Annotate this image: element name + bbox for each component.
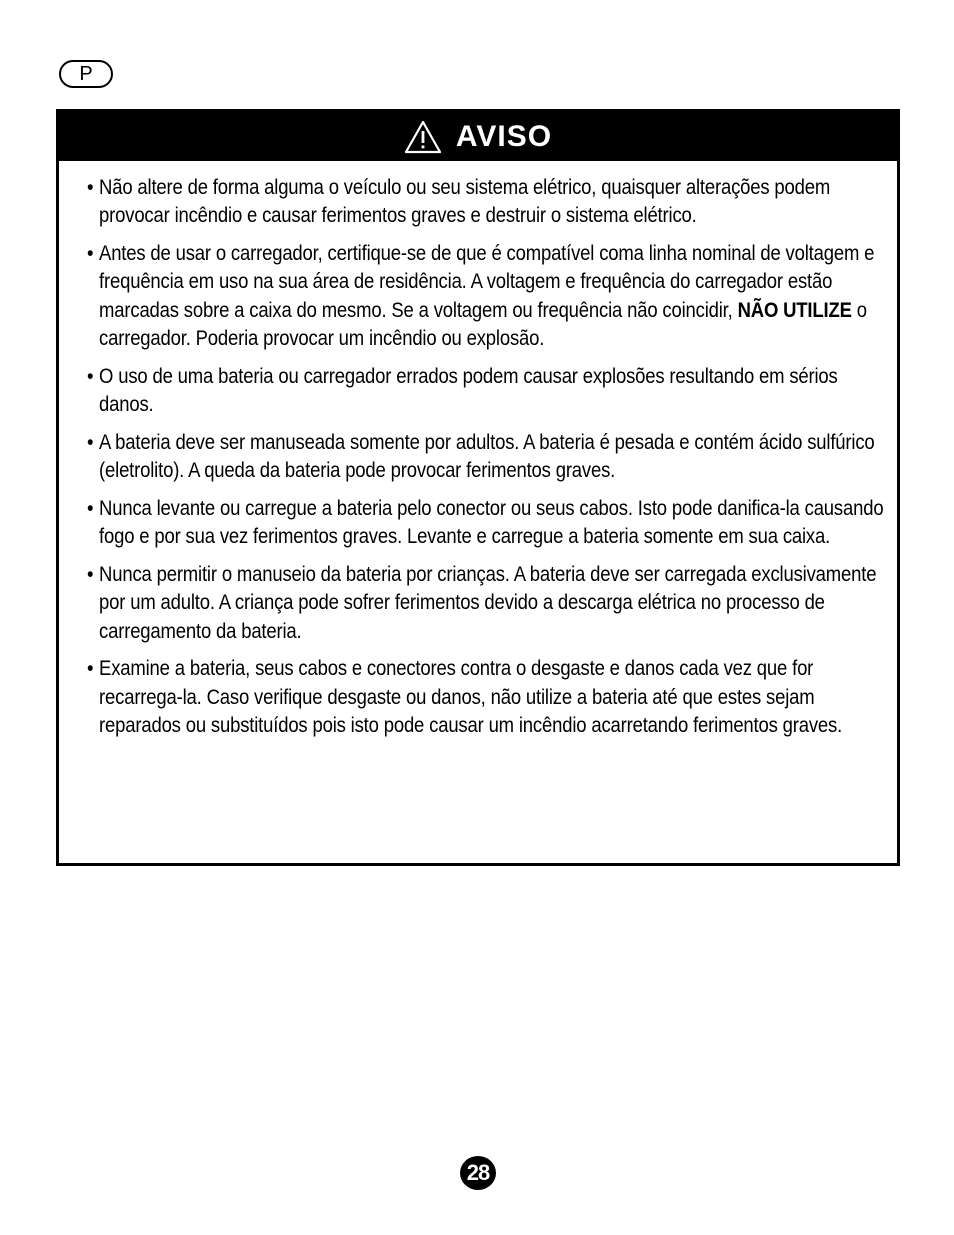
list-item-text: Nunca levante ou carregue a bateria pelo conector ou seus cabos. Isto pode danifica-la causando fogo e por sua vez ferimentos graves. Levante e carregue a bateria somente em sua caixa. [99, 495, 884, 549]
warning-triangle-icon [404, 120, 442, 154]
list-item-text: Nunca permitir o manuseio da bateria por crianças. A bateria deve ser carregada exclusivamente por um adulto. A criança pode sofrer ferimentos devido a descarga elétrica no processo de carregamento da bateria. [99, 562, 877, 643]
list-item-text: O uso de uma bateria ou carregador errados podem causar explosões resultando em sérios danos. [99, 363, 838, 417]
warning-header [59, 112, 897, 161]
bullet-icon: • [87, 175, 94, 199]
bullet-icon: • [87, 241, 94, 266]
bullet-icon: • [87, 363, 94, 388]
warning-box [56, 109, 900, 866]
list-item [87, 428, 890, 485]
list-item-text: o carregador. Poderia provocar um incêndio ou explosão. [99, 297, 867, 350]
list-item-text: A bateria deve ser manuseada somente por adultos. A bateria é pesada e contém ácido sulfúrico (eletrolito). A queda da bateria pode provocar ferimentos graves. [99, 429, 875, 483]
warning-title: AVISO [455, 119, 553, 153]
list-item-text: Examine a bateria, seus cabos e conectores contra o desgaste e danos cada vez que for recarrega-la. Caso verifique desgaste ou danos, não utilize a bateria até que estes sejam reparados ou substituídos pois isto pode causar um incêndio acarretando ferimentos graves. [99, 656, 843, 738]
bullet-icon: • [87, 656, 94, 681]
bullet-icon: • [87, 429, 94, 454]
list-item [87, 654, 890, 739]
page-number: 28 [460, 1156, 496, 1190]
language-badge: P [59, 60, 113, 88]
list-item [87, 494, 890, 551]
bullet-icon: • [87, 562, 94, 587]
list-item-text: Antes de usar o carregador, certifique-se de que é compatível coma linha nominal de voltagem e frequência em uso na sua área de residência. A voltagem e frequência do carregador estão marcadas sobre a caixa do mesmo. Se a voltagem ou frequência não coincidir, [99, 241, 875, 322]
do-not-use-emphasis: NÃO UTILIZE [737, 297, 852, 322]
list-item-text: Não altere de forma alguma o veículo ou seu sistema elétrico, quaisquer alterações podem provocar incêndio e causar ferimentos graves e destruir o sistema elétrico. [99, 175, 831, 228]
list-item [87, 362, 890, 419]
list-item [87, 173, 890, 230]
bullet-icon: • [87, 495, 94, 520]
list-item [87, 560, 890, 645]
warning-list [59, 161, 897, 739]
list-item [87, 239, 890, 352]
